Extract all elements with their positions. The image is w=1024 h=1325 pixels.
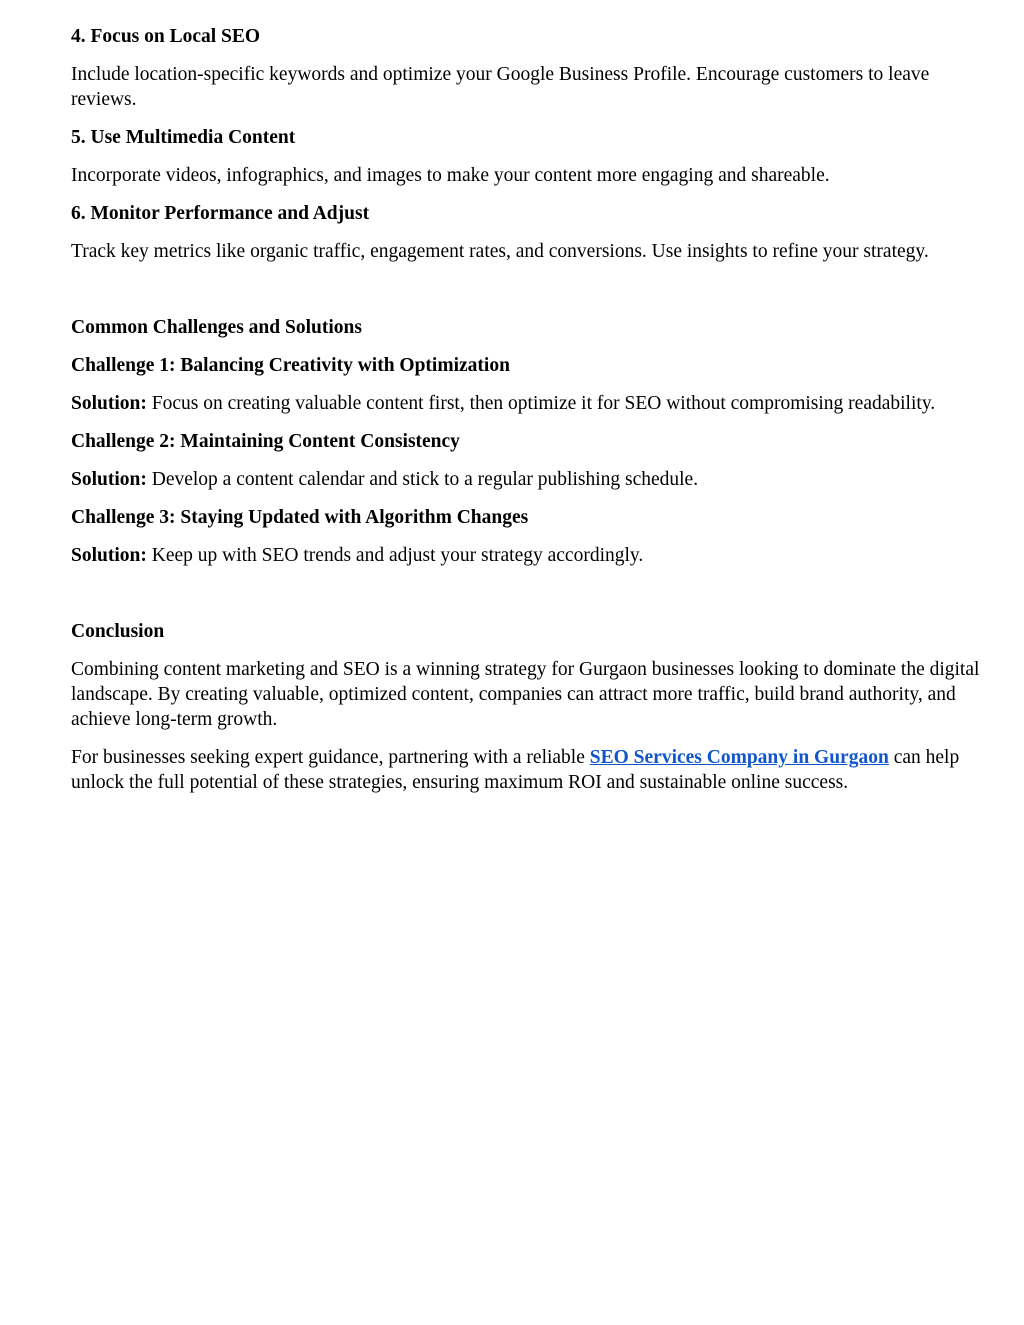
solution-text: Develop a content calendar and stick to a regular publishing schedule. [146, 469, 699, 490]
conclusion-paragraph-2 [71, 745, 996, 795]
tip-6-text: Track key metrics like organic traffic, engagement rates, and conversions. Use insights to refine your strategy. [71, 241, 929, 262]
paragraph-text-before-link: For businesses seeking expert guidance, partnering with a reliable [71, 747, 590, 768]
tip-4-text: Include location-specific keywords and optimize your Google Business Profile. Encourage customers to leave reviews. [71, 64, 930, 110]
document-page [71, 24, 996, 808]
seo-services-link[interactable]: SEO Services Company in Gurgaon [589, 747, 889, 768]
challenge-1-solution [71, 391, 996, 416]
tip-5-text: Incorporate videos, infographics, and images to make your content more engaging and shareable. [71, 165, 830, 186]
solution-label: Solution: [71, 545, 147, 566]
conclusion-paragraph-1: Combining content marketing and SEO is a winning strategy for Gurgaon businesses looking to dominate the digital landscape. By creating valuable, optimized content, companies can attract more traffic, build brand authority, and achieve long-term growth. [71, 659, 980, 730]
challenge-3-heading: Challenge 3: Staying Updated with Algorithm Changes [71, 507, 529, 528]
solution-label: Solution: [71, 469, 147, 490]
challenge-2-heading: Challenge 2: Maintaining Content Consistency [71, 431, 460, 452]
tip-5-heading: 5. Use Multimedia Content [71, 127, 296, 148]
paragraph-text-after-link: can help unlock the full potential of these strategies, ensuring maximum ROI and sustainable online success. [71, 747, 960, 793]
challenge-1-heading: Challenge 1: Balancing Creativity with Optimization [71, 355, 510, 376]
challenges-section-heading: Common Challenges and Solutions [71, 317, 362, 338]
section-spacer [71, 277, 996, 315]
section-spacer [71, 581, 996, 619]
challenge-3-solution [71, 543, 996, 568]
tip-4-heading: 4. Focus on Local SEO [71, 26, 261, 47]
solution-text: Keep up with SEO trends and adjust your strategy accordingly. [146, 545, 644, 566]
conclusion-heading: Conclusion [71, 621, 165, 642]
solution-label: Solution: [71, 393, 147, 414]
tip-6-heading: 6. Monitor Performance and Adjust [71, 203, 370, 224]
challenge-2-solution [71, 467, 996, 492]
solution-text: Focus on creating valuable content first, then optimize it for SEO without compromising readability. [146, 393, 936, 414]
